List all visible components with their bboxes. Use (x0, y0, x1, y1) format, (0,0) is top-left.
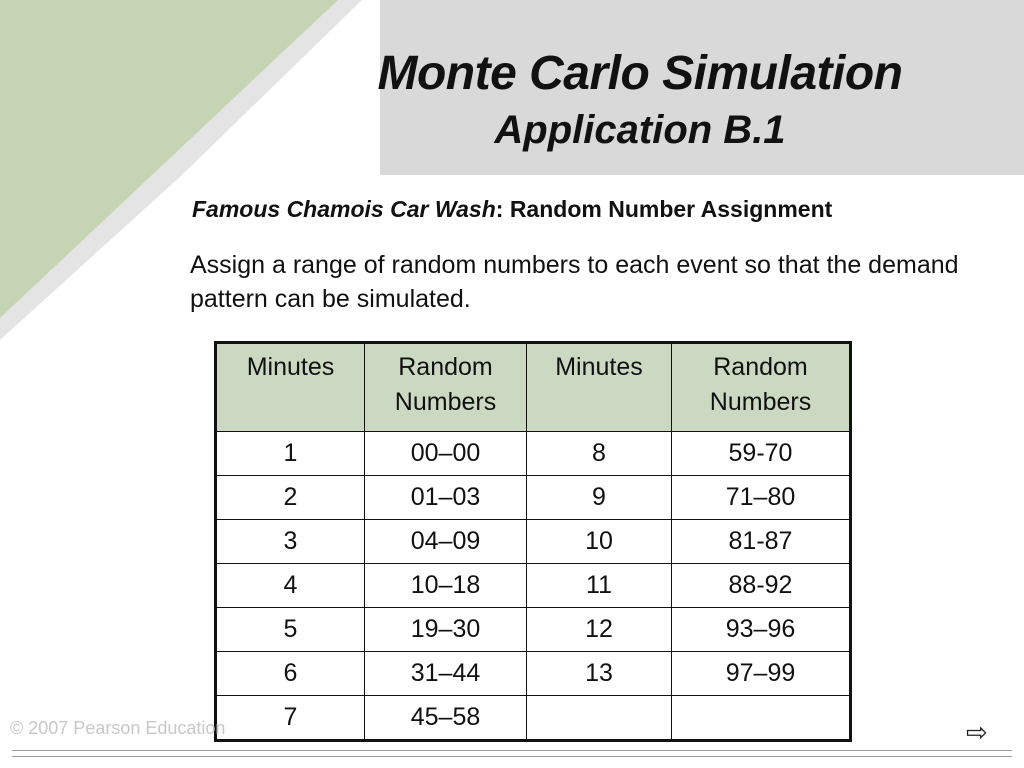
table-cell: 13 (527, 652, 672, 696)
table-row (216, 476, 851, 520)
footer-divider (12, 756, 1012, 757)
header-random-numbers: Random Numbers (365, 343, 527, 432)
table-cell: 59-70 (672, 432, 851, 476)
table-cell: 88-92 (672, 564, 851, 608)
heading-rest: : Random Number Assignment (495, 196, 833, 222)
table-cell: 45–58 (365, 696, 527, 741)
footer-divider (12, 750, 1012, 751)
table-cell: 10 (527, 520, 672, 564)
table-cell: 31–44 (365, 652, 527, 696)
table-cell: 12 (527, 608, 672, 652)
header-random-numbers: Random Numbers (672, 343, 851, 432)
table-cell: 9 (527, 476, 672, 520)
table-cell: 10–18 (365, 564, 527, 608)
table-row (216, 608, 851, 652)
copyright-footer: © 2007 Pearson Education (10, 718, 226, 738)
table-cell: 00–00 (365, 432, 527, 476)
table-row (216, 564, 851, 608)
table-cell: 1 (216, 432, 365, 476)
table-cell: 19–30 (365, 608, 527, 652)
table-cell: 81-87 (672, 520, 851, 564)
table-cell: 2 (216, 476, 365, 520)
table-cell (527, 696, 672, 741)
table-cell: 6 (216, 652, 365, 696)
table-row (216, 652, 851, 696)
table-row (216, 696, 851, 741)
header-minutes: Minutes (527, 343, 672, 432)
table-cell: 3 (216, 520, 365, 564)
slide-subtitle: Application B.1 (494, 108, 786, 152)
table-cell: 11 (527, 564, 672, 608)
table-cell: 01–03 (365, 476, 527, 520)
table-cell: 71–80 (672, 476, 851, 520)
table-row (216, 520, 851, 564)
slide-title: Monte Carlo Simulation (377, 47, 903, 100)
table-header-row (216, 343, 851, 432)
table-cell: 7 (216, 696, 365, 741)
table-cell: 04–09 (365, 520, 527, 564)
section-heading (192, 196, 832, 223)
right-arrow-icon[interactable]: ⇨ (966, 717, 988, 747)
header-minutes: Minutes (216, 343, 365, 432)
body-text: Assign a range of random numbers to each event so that the demand pattern can be simulated. (190, 251, 959, 313)
table-cell: 4 (216, 564, 365, 608)
heading-italic: Famous Chamois Car Wash (192, 196, 496, 222)
table-cell: 97–99 (672, 652, 851, 696)
table-cell: 5 (216, 608, 365, 652)
table-cell: 93–96 (672, 608, 851, 652)
table-cell: 8 (527, 432, 672, 476)
table-cell (672, 696, 851, 741)
table-row (216, 432, 851, 476)
random-number-table (214, 341, 852, 742)
